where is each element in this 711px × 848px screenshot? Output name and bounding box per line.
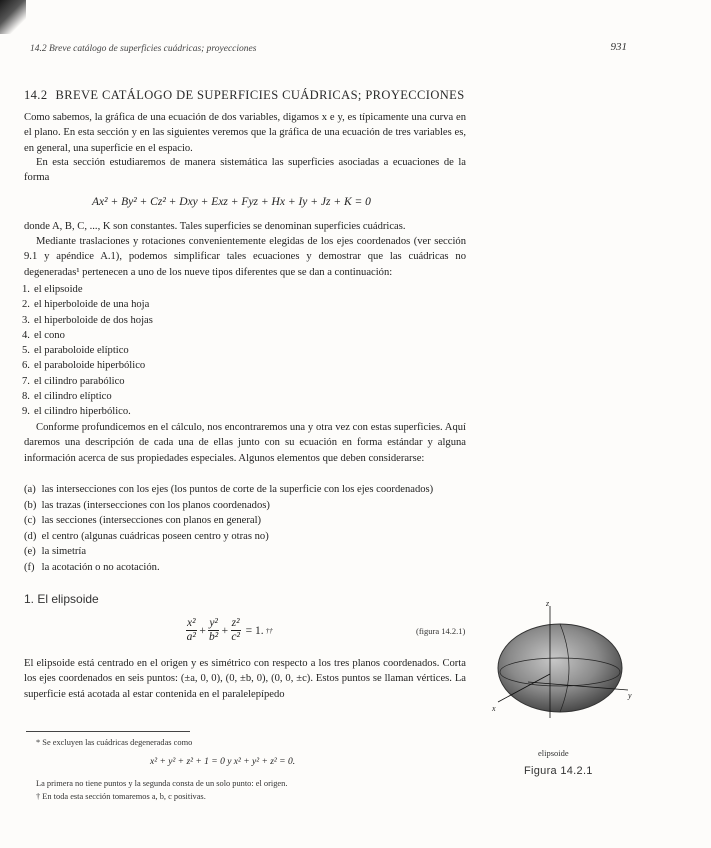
list-item: 4. el cono — [22, 329, 65, 341]
elements-list — [24, 482, 484, 576]
list-item: (b) las trazas (intersecciones con los planos coordenados) — [24, 499, 270, 511]
list-item: (c) las secciones (intersecciones con planos en general) — [24, 515, 262, 527]
figure-label: elipsoide — [538, 748, 569, 758]
z-axis-label: z — [546, 599, 550, 608]
ellipsoid-equation: $\frac{\text{x²}}{\text{a²}}$ + $\frac{\text{y²}}{\text{b²}}$ + $\frac{\text{z²}}{\text{c²}}$ = 1. †† — [186, 617, 273, 643]
list-item: 5. el paraboloide elíptico — [22, 345, 129, 357]
scan-corner-shadow — [0, 0, 26, 34]
x-axis-label: x — [492, 704, 496, 713]
section-number: 14.2 — [24, 88, 48, 102]
footnote-equation: x² + y² + z² + 1 = 0 y x² + y² + z² = 0. — [150, 757, 296, 767]
fraction: $\frac{\text{x²}}{\text{a²}}$ — [186, 617, 196, 643]
list-item: (e) la simetría — [24, 546, 87, 558]
paragraph-elements: Conforme profundicemos en el cálculo, nos encontraremos una y otra vez con estas superficies. Aquí daremos una descripción de cada una de ellas junto con su ecuación en forma estándar y alguna información acerca de sus propiedades especiales. Algunos elementos que deben considerarse: — [24, 422, 466, 464]
ellipsoid-surface — [498, 624, 622, 712]
list-item: 7. el cilindro parabólico — [22, 375, 125, 387]
section-title — [24, 88, 465, 103]
section-title-text: BREVE CATÁLOGO DE SUPERFICIES CUÁDRICAS; PROYECCIONES — [55, 88, 465, 102]
list-item: 1. el elipsoide — [22, 284, 83, 295]
list-item: (a) las intersecciones con los ejes (los puntos de corte de la superficie con los ejes coordenados) — [24, 484, 434, 495]
paragraph-ellipsoid: El elipsoide está centrado en el origen y es simétrico con respecto a los tres planos coordenados. Corta los ejes coordenados en seis puntos: (±a, 0, 0), (0, ±b, 0), (0, 0, ±c). Estos puntos se llaman vértices. La superficie está acotada al estar contenida en el paralelepípedo — [24, 658, 466, 700]
paragraph-study: En esta sección estudiaremos de manera sistemática las superficies asociadas a ecuaciones de la forma — [24, 157, 466, 184]
fraction: $\frac{\text{y²}}{\text{b²}}$ — [209, 617, 219, 643]
general-quadric-equation: Ax² + By² + Cz² + Dxy + Exz + Fyz + Hx + Iy + Jz + K = 0 — [92, 196, 371, 208]
list-item: 2. el hiperboloide de una hoja — [22, 299, 150, 311]
ellipsoid-figure — [488, 598, 638, 723]
footnote-degenerate: * Se excluyen las cuádricas degeneradas como — [36, 738, 193, 747]
paragraph-intro: Como sabemos, la gráfica de una ecuación de dos variables, digamos x e y, es típicamente una curva en el plano. En esta sección y en las siguientes veremos que la gráfica de una ecuación de tres variables es, en general, una superficie en el espacio. — [24, 112, 466, 154]
page-number: 931 — [610, 41, 627, 53]
fraction: $\frac{\text{z²}}{\text{c²}}$ — [231, 617, 240, 643]
figure-caption: Figura 14.2.1 — [524, 765, 593, 777]
footnote-divider — [26, 731, 190, 732]
list-item: 9. el cilindro hiperbólico. — [22, 406, 131, 418]
figure-reference: (figura 14.2.1) — [416, 626, 466, 636]
running-head: 14.2 Breve catálogo de superficies cuádricas; proyecciones — [30, 44, 257, 54]
list-item: 8. el cilindro elíptico — [22, 391, 112, 403]
footnote-positive: † En toda esta sección tomaremos a, b, c positivas. — [36, 792, 206, 801]
list-item: (d) el centro (algunas cuádricas poseen centro y otras no) — [24, 530, 269, 542]
paragraph-constants: donde A, B, C, ..., K son constantes. Tales superficies se denominan superficies cuádricas. — [24, 221, 406, 232]
quadric-types-list — [22, 282, 153, 420]
y-axis-label: y — [628, 691, 632, 700]
list-item: 3. el hiperboloide de dos hojas — [22, 314, 153, 326]
footnote-explanation: La primera no tiene puntos y la segunda consta de un solo punto: el origen. — [36, 779, 288, 788]
list-item: 6. el paraboloide hiperbólico — [22, 360, 146, 372]
list-item: (f) la acotación o no acotación. — [24, 561, 160, 573]
paragraph-transformations: Mediante traslaciones y rotaciones convenientemente elegidas de los ejes coordenados (ver sección 9.1 y apéndice A.1), podemos simplificar tales ecuaciones y demostrar que las cuádricas no degeneradas¹ pertenecen a uno de los nueve tipos diferentes que se dan a continuación: — [24, 236, 466, 278]
subsection-title: 1. El elipsoide — [24, 592, 99, 606]
